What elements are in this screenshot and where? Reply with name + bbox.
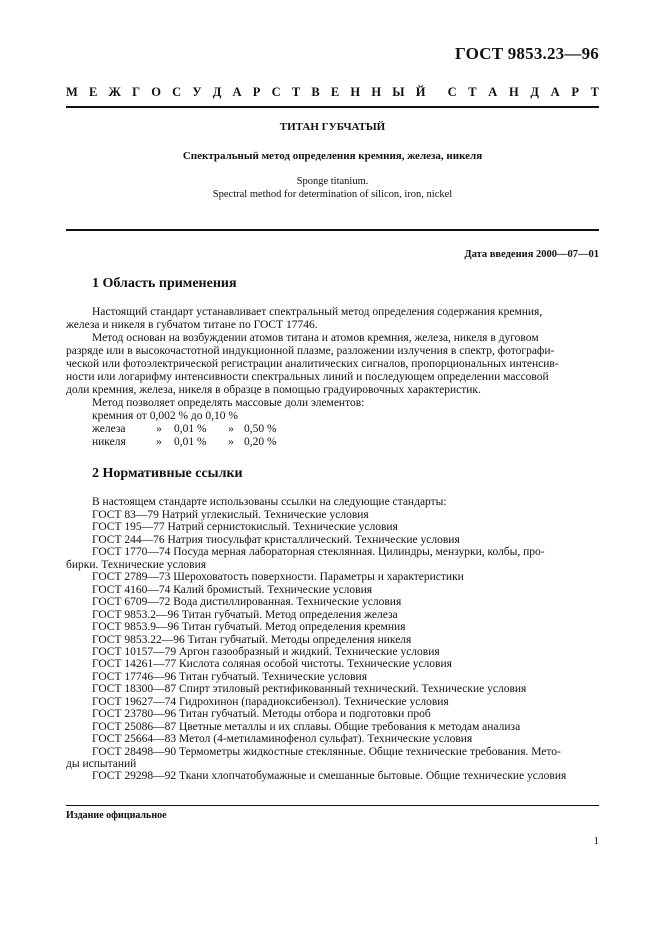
- section1-paragraph2-line: Метод основан на возбуждении атомов титана и атомов кремния, железа, никеля в дуговом: [92, 332, 539, 344]
- title-rule: [66, 229, 599, 231]
- document-subtitle: Спектральный метод определения кремния, железа, никеля: [182, 150, 483, 162]
- section2-intro: В настоящем стандарте использованы ссылки на следующие стандарты:: [92, 496, 447, 508]
- section1-paragraph2-line: доли кремния, железа, никеля в образце в помощью градуировочных характеристик.: [66, 384, 481, 396]
- section1-paragraph2-line: ческой или фотоэлектрической регистрации аналитических сигналов, пропорциональных интенсив-: [66, 358, 559, 370]
- interstate-word: М Е Ж Г О С У Д А Р С Т В Е Н Н Ы Й: [66, 85, 426, 99]
- standard-word: С Т А Н Д А Р Т: [447, 85, 599, 99]
- reference-item: ГОСТ 18300—87 Спирт этиловый ректификованный технический. Технические условия: [92, 683, 527, 696]
- edition-label: Издание официальное: [66, 810, 167, 821]
- reference-item: ГОСТ 14261—77 Кислота соляная особой чистоты. Технические условия: [92, 658, 452, 671]
- reference-item: ГОСТ 25664—83 Метол (4-метиламинофенол сульфат). Технические условия: [92, 733, 473, 746]
- section1-paragraph2-line: разряде или в высокочастотной индукционной плазме, разложении излучения в спектр, фотографи-: [66, 345, 555, 357]
- reference-item: ГОСТ 25086—87 Цветные металлы и их сплавы. Общие требования к методам анализа: [92, 720, 521, 733]
- reference-item: ГОСТ 9853.2—96 Титан губчатый. Метод определения железа: [92, 608, 398, 621]
- section1-paragraph1-line: железа и никеля в губчатом титане по ГОСТ 17746.: [66, 319, 318, 331]
- section2-heading: 2 Нормативные ссылки: [92, 466, 243, 481]
- english-title-line1: Sponge titanium.: [296, 176, 369, 187]
- page-number: 1: [593, 835, 599, 847]
- reference-item: ГОСТ 1770—74 Посуда мерная лабораторная стеклянная. Цилиндры, мензурки, колбы, про-: [92, 546, 545, 559]
- reference-continuation: ды испытаний: [66, 758, 137, 770]
- reference-item: ГОСТ 195—77 Натрий сернистокислый. Технические условия: [92, 521, 398, 534]
- document-title: ТИТАН ГУБЧАТЫЙ: [279, 121, 386, 133]
- section1-paragraph1-line: Настоящий стандарт устанавливает спектральный метод определения содержания кремния,: [92, 306, 543, 318]
- section1-paragraph2-line: ности или логарифму интенсивности спектральных линий и последующем определении массовой: [66, 371, 549, 383]
- element-row-silicon: кремния от 0,002 % до 0,10 %: [92, 410, 238, 422]
- reference-item: ГОСТ 2789—73 Шероховатость поверхности. Параметры и характеристики: [92, 571, 464, 584]
- element-row-nickel: никеля » 0,01 % » 0,20 %: [92, 436, 277, 448]
- reference-item: ГОСТ 17746—96 Титан губчатый. Технические условия: [92, 670, 367, 683]
- reference-item: ГОСТ 244—76 Натрия тиосульфат кристаллический. Технические условия: [92, 533, 460, 546]
- reference-item: ГОСТ 29298—92 Ткани хлопчатобумажные и смешанные бытовые. Общие технические условия: [92, 770, 567, 783]
- section1-heading: 1 Область применения: [92, 276, 237, 291]
- element-row-iron: железа » 0,01 % » 0,50 %: [92, 423, 277, 435]
- reference-item: ГОСТ 23780—96 Титан губчатый. Методы отбора и подготовки проб: [92, 708, 431, 721]
- english-title-line2: Spectral method for determination of silicon, iron, nickel: [212, 189, 453, 200]
- reference-item: ГОСТ 28498—90 Термометры жидкостные стеклянные. Общие технические требования. Мето-: [92, 745, 561, 758]
- reference-item: ГОСТ 9853.9—96 Титан губчатый. Метод определения кремния: [92, 621, 406, 634]
- reference-item: ГОСТ 19627—74 Гидрохинон (парадиоксибензол). Технические условия: [92, 695, 449, 708]
- header-rule: [66, 106, 599, 108]
- reference-item: ГОСТ 6709—72 Вода дистиллированная. Технические условия: [92, 596, 402, 609]
- section1-paragraph3: Метод позволяет определять массовые доли элементов:: [92, 397, 365, 409]
- reference-item: ГОСТ 10157—79 Аргон газообразный и жидкий. Технические условия: [92, 645, 440, 658]
- interstate-standard-banner: [66, 85, 599, 100]
- introduction-date: Дата введения 2000—07—01: [464, 249, 599, 260]
- reference-item: ГОСТ 83—79 Натрий углекислый. Технические условия: [92, 509, 369, 521]
- footer-rule: [66, 805, 599, 806]
- reference-item: ГОСТ 9853.22—96 Титан губчатый. Методы определения никеля: [92, 633, 412, 646]
- reference-item: ГОСТ 4160—74 Калий бромистый. Технические условия: [92, 583, 373, 596]
- gost-code: ГОСТ 9853.23—96: [455, 44, 599, 63]
- reference-continuation: бирки. Технические условия: [66, 558, 207, 571]
